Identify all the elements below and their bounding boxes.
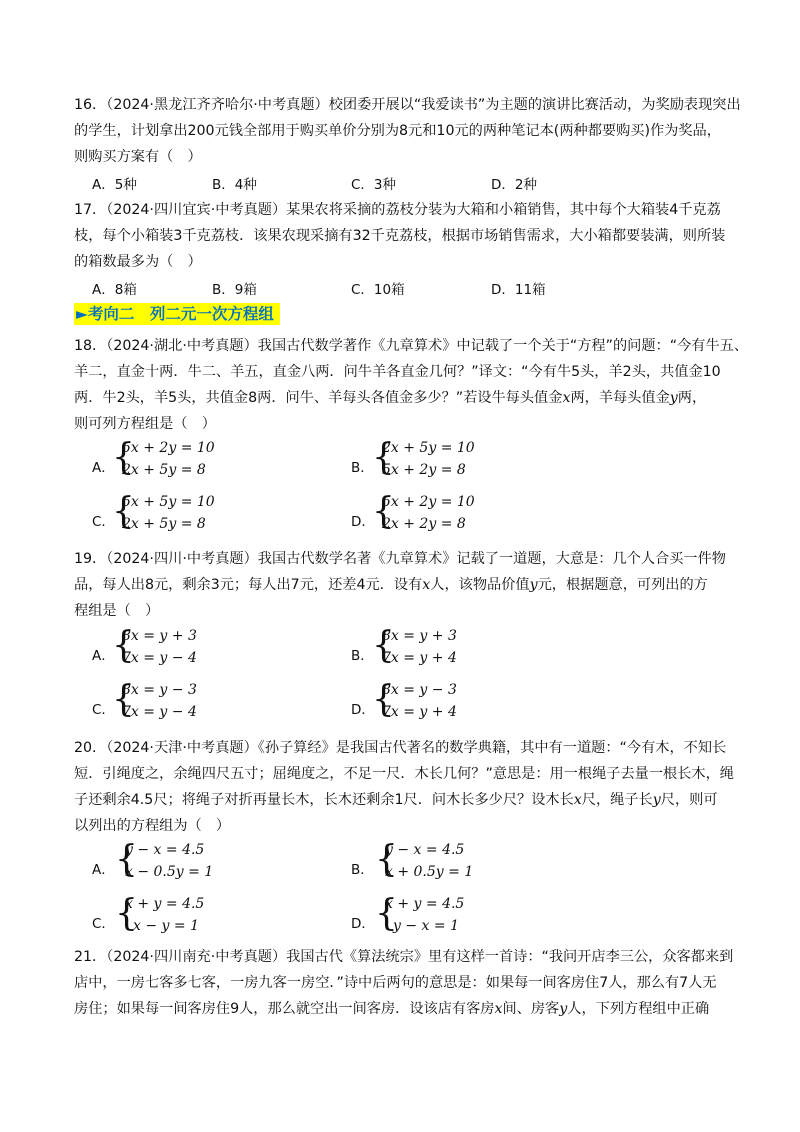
q18-option-b-label: B． xyxy=(351,460,374,476)
q16-option-d: D．2种 xyxy=(491,177,537,193)
variable-y: y xyxy=(559,1001,568,1017)
brace-icon: { xyxy=(375,893,398,934)
q19-stem-line-2: 品，每人出8元，剩余3元；每人出7元，还差4元．设有x人，该物品价值y元，根据题意，可列出的方 xyxy=(74,577,708,593)
q19-stem-line-3: 程组是（ ） xyxy=(74,603,160,619)
brace-icon: { xyxy=(112,625,135,666)
section-heading: ►考向二 列二元一次方程组 xyxy=(74,303,280,325)
document-page: 16．（2024·黑龙江齐齐哈尔·中考真题）校团委开展以“我爱读书”为主题的演讲比赛活动，为奖励表现突出 的学生，计划拿出200元钱全部用于购买单价分别为8元和10元的两种笔记本(两种都要购买)作为奖品， 则购买方案有（ ） A．5种 B．4种 C．3种 D．2种 17．（2024·四川宜宾·中考真题）某果农将采摘的荔枝分装为大箱和小箱销售，其中每个大箱装4千克荔 枝，每个小箱装3千克荔枝．该果农现采摘有32千克荔枝，根据市场销售需求，大小箱都要装满，则所装 的箱数最多为（ ） A．8箱 B．9箱 C．10箱 D．11箱 ►考向二 列二元一次方程组 18．（2024·湖北·中考真题）我国古代数学著作《九章算术》中记载了一个关于“方程”的问题：“今有牛五、 羊二，直金十两．牛二、羊五，直金八两．问牛羊各直金几何？”译文：“今有牛5头，羊2头，共值金10 两．牛2头，羊5头，共值金8两．问牛、羊每头各值金多少？”若设牛每头值金x两，羊每头值金y两， 则可列方程组是（ ） A． { 5x + 2y = 10 2x + 5y = 8 B． { 2x + 5y = 10 5x + 2y = 8 C． { 5x + 5y = 10 2x + 5y = 8 D． { 5x + 2y = 10 2x + 2y = 8 19．（2024·四川·中考真题）我国古代数学名著《九章算术》记载了一道题，大意是：几个人合买一件物 品，每人出8元，剩余3元；每人出7元，还差4元．设有x人，该物品价值y元，根据题意，可列出的方 程组是（ ） A． { 8x = y + 3 7x = y − 4 B． { 8x = y + 3 7x = y + 4 C． { 8x = y − 3 7x = y − 4 D． { 8x = y − 3 7x = y + 4 20．（2024·天津·中考真题）《孙子算经》是我国古代著名的数学典籍，其中有一道题：“今有木，不知长 短．引绳度之，余绳四尺五寸；屈绳度之，不足一尺．木长几何？”意思是：用一根绳子去量一根长木，绳 子还剩余4.5尺；将绳子对折再量长木，长木还剩余1尺．问木长多少尺？设木长x尺，绳子长y尺，则可 以列出的方程组为（ ） A． { y − x = 4.5 x − 0.5y = 1 B． { y − x = 4.5 x + 0.5y = 1 C． { x + y = 4.5 x − y = 1 D． { x + y = 4.5 y − x = 1 21．（2024·四川南充·中考真题）我国古代《算法统宗》里有这样一首诗：“我问开店李三公，众客都来到 店中，一房七客多七客，一房九客一房空．”诗中后两句的意思是：如果每一间客房住7人，那么有7人无 房住；如果每一间客房住9人，那么就空出一间客房．设该店有客房x间、房客y人，下列方程组中正确 xyxy=(0,0,800,1132)
q20-option-d-label: D． xyxy=(351,916,375,932)
q20-stem-line-2: 短．引绳度之，余绳四尺五寸；屈绳度之，不足一尺．木长几何？”意思是：用一根绳子去量一根长木，绳 xyxy=(74,766,734,782)
variable-y: y xyxy=(669,390,678,406)
brace-icon: { xyxy=(372,679,395,720)
q17-option-d: D．11箱 xyxy=(491,282,546,298)
q16-option-a: A．5种 xyxy=(92,177,137,193)
brace-icon: { xyxy=(372,437,395,478)
q19-option-d-label: D． xyxy=(351,702,375,718)
q18-stem-line-3: 两．牛2头，羊5头，共值金8两．问牛、羊每头各值金多少？”若设牛每头值金x两，羊每头值金y两， xyxy=(74,390,707,406)
q17-stem-line-3: 的箱数最多为（ ） xyxy=(74,254,202,270)
variable-x: x xyxy=(573,792,582,808)
q16-stem-line-2: 的学生，计划拿出200元钱全部用于购买单价分别为8元和10元的两种笔记本(两种都要购买)作为奖品， xyxy=(74,123,721,139)
brace-icon: { xyxy=(375,839,398,880)
brace-icon: { xyxy=(112,491,135,532)
q20-option-a-label: A． xyxy=(92,862,115,878)
q18-stem-line-1: 18．（2024·湖北·中考真题）我国古代数学著作《九章算术》中记载了一个关于“方程”的问题：“今有牛五、 xyxy=(74,338,749,354)
q21-stem-line-2: 店中，一房七客多七客，一房九客一房空．”诗中后两句的意思是：如果每一间客房住7人，那么有7人无 xyxy=(74,975,717,991)
q17-stem-line-2: 枝，每个小箱装3千克荔枝．该果农现采摘有32千克荔枝，根据市场销售需求，大小箱都要装满，则所装 xyxy=(74,228,726,244)
brace-icon: { xyxy=(112,679,135,720)
q18-stem-line-4: 则可列方程组是（ ） xyxy=(74,416,216,432)
q19-option-c-label: C． xyxy=(92,702,115,718)
brace-icon: { xyxy=(372,625,395,666)
variable-y: y xyxy=(529,577,538,593)
q17-option-a: A．8箱 xyxy=(92,282,137,298)
q20-stem-line-3: 子还剩余4.5尺；将绳子对折再量长木，长木还剩余1尺．问木长多少尺？设木长x尺，绳子长y尺，则可 xyxy=(74,792,718,808)
q20-stem-line-1: 20．（2024·天津·中考真题）《孙子算经》是我国古代著名的数学典籍，其中有一道题：“今有木，不知长 xyxy=(74,740,727,756)
variable-x: x xyxy=(562,390,571,406)
q18-option-a-label: A． xyxy=(92,460,115,476)
q16-stem-line-1: 16．（2024·黑龙江齐齐哈尔·中考真题）校团委开展以“我爱读书”为主题的演讲比赛活动，为奖励表现突出 xyxy=(74,97,741,113)
q20-option-b-label: B． xyxy=(351,862,374,878)
q20-option-c-label: C． xyxy=(92,916,115,932)
q16-option-c: C．3种 xyxy=(351,177,397,193)
q21-stem-line-1: 21．（2024·四川南充·中考真题）我国古代《算法统宗》里有这样一首诗：“我问开店李三公，众客都来到 xyxy=(74,949,734,965)
q19-stem-line-1: 19．（2024·四川·中考真题）我国古代数学名著《九章算术》记载了一道题，大意是：几个人合买一件物 xyxy=(74,551,726,567)
brace-icon: { xyxy=(112,437,135,478)
q21-stem-line-3: 房住；如果每一间客房住9人，那么就空出一间客房．设该店有客房x间、房客y人，下列方程组中正确 xyxy=(74,1001,710,1017)
q18-stem-line-2: 羊二，直金十两．牛二、羊五，直金八两．问牛羊各直金几何？”译文：“今有牛5头，羊2头，共值金10 xyxy=(74,364,721,380)
q18-option-c-label: C． xyxy=(92,514,115,530)
brace-icon: { xyxy=(115,893,138,934)
q16-option-b: B．4种 xyxy=(212,177,257,193)
q17-stem-line-1: 17．（2024·四川宜宾·中考真题）某果农将采摘的荔枝分装为大箱和小箱销售，其中每个大箱装4千克荔 xyxy=(74,202,721,218)
q16-stem-line-3: 则购买方案有（ ） xyxy=(74,149,202,165)
q19-option-b-label: B． xyxy=(351,648,374,664)
q17-option-c: C．10箱 xyxy=(351,282,405,298)
brace-icon: { xyxy=(115,839,138,880)
q18-option-d-label: D． xyxy=(351,514,375,530)
variable-x: x xyxy=(494,1001,503,1017)
variable-x: x xyxy=(422,577,431,593)
q20-stem-line-4: 以列出的方程组为（ ） xyxy=(74,818,231,834)
brace-icon: { xyxy=(372,491,395,532)
q17-option-b: B．9箱 xyxy=(212,282,257,298)
q19-option-a-label: A． xyxy=(92,648,115,664)
variable-y: y xyxy=(652,792,661,808)
